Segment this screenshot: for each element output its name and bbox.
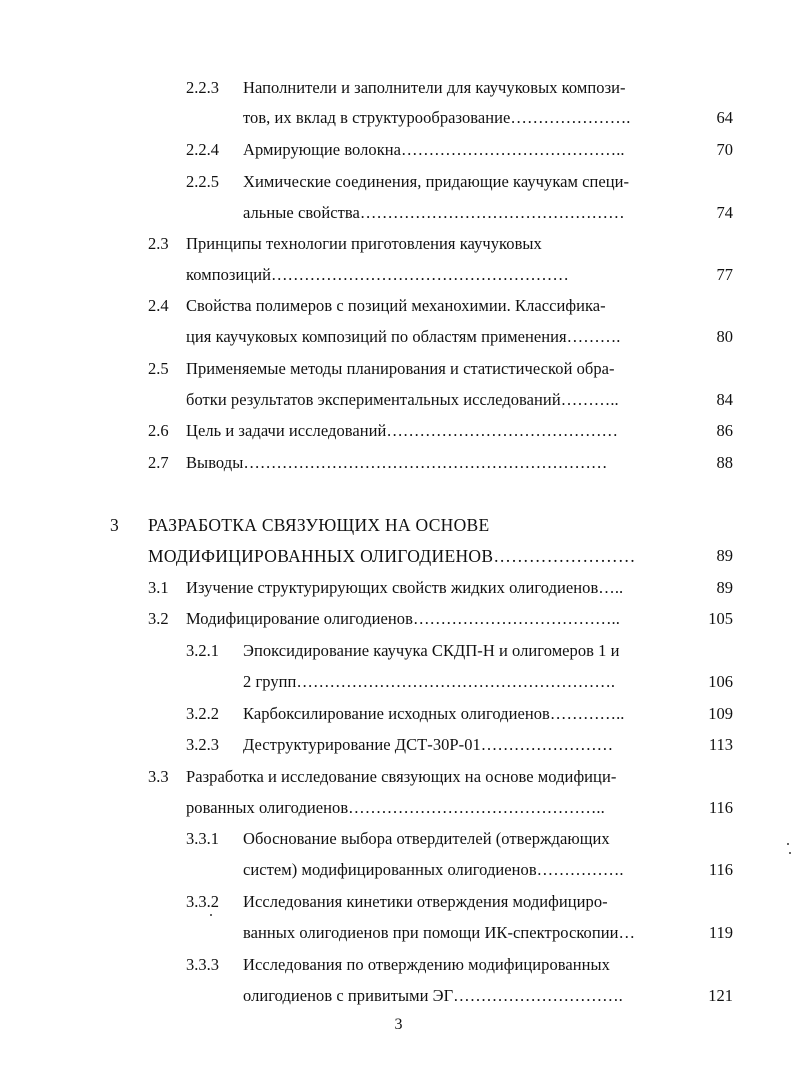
toc-title-line: Обоснование выбора отвердителей (отверждающих: [243, 829, 610, 848]
chapter-title-line: РАЗРАБОТКА СВЯЗУЮЩИХ НА ОСНОВЕ: [148, 515, 490, 535]
toc-title-line: Исследования по отверждению модифицированных: [243, 955, 610, 974]
toc-page-number: 77: [716, 265, 733, 284]
toc-number: 3.3.3: [186, 955, 219, 974]
toc-number: 2.2.4: [186, 140, 219, 159]
toc-number: 2.3: [148, 234, 169, 253]
toc-page-number: 116: [708, 860, 733, 879]
toc-title-line: тов, их вклад в структурообразование………………….: [243, 108, 631, 127]
toc-title-line: систем) модифицированных олигодиенов…………….: [243, 860, 624, 879]
chapter-title-line: МОДИФИЦИРОВАННЫХ ОЛИГОДИЕНОВ……………………: [148, 546, 636, 566]
toc-title-line: ботки результатов экспериментальных исследований………..: [186, 390, 619, 409]
toc-number: 3.1: [148, 578, 169, 597]
toc-title-line: Карбоксилирование исходных олигодиенов…………..: [243, 704, 625, 723]
toc-number: 2.4: [148, 296, 169, 315]
toc-title-line: олигодиенов с привитыми ЭГ………………………….: [243, 986, 623, 1005]
toc-title-line: ванных олигодиенов при помощи ИК-спектроскопии…: [243, 923, 636, 942]
toc-number: 3.2.3: [186, 735, 219, 754]
page-number-footer: 3: [394, 1016, 403, 1033]
toc-title-line: Деструктурирование ДСТ-30Р-01……………………: [243, 735, 614, 754]
toc-number: 3.3.1: [186, 829, 219, 848]
toc-page-number: 80: [716, 327, 733, 346]
toc-page-number: 119: [708, 923, 733, 942]
scan-speck: [210, 914, 212, 916]
toc-title-line: Цель и задачи исследований……………………………………: [186, 421, 619, 440]
toc-number: 2.7: [148, 453, 169, 472]
toc-title-line: ция каучуковых композиций по областям применения……….: [186, 327, 621, 346]
toc-page-number: 70: [716, 140, 733, 159]
toc-title-line: Принципы технологии приготовления каучуковых: [186, 234, 542, 253]
toc-page-number: 116: [708, 798, 733, 817]
toc-title-line: Изучение структурирующих свойств жидких олигодиенов…..: [186, 578, 624, 597]
toc-page-number: 106: [708, 672, 733, 691]
toc-number: 2.2.5: [186, 172, 219, 191]
toc-title-line: Разработка и исследование связующих на основе модифици-: [186, 767, 617, 786]
toc-number: 3.3.2: [186, 892, 219, 911]
toc-number: 3.3: [148, 767, 169, 786]
toc-page-number: 109: [708, 704, 733, 723]
chapter-number: 3: [110, 515, 120, 535]
toc-title-line: композиций………………………………………………: [186, 265, 569, 284]
toc-number: 2.5: [148, 359, 169, 378]
toc-title-line: Применяемые методы планирования и статистической обра-: [186, 359, 615, 378]
toc-title-line: Эпоксидирование каучука СКДП-Н и олигомеров 1 и: [243, 641, 620, 660]
toc-title-line: альные свойства…………………………………………: [243, 203, 625, 222]
toc-page-number: 89: [716, 578, 733, 597]
toc-title-line: Модифицирование олигодиенов………………………………..: [186, 609, 620, 628]
toc-title-line: Свойства полимеров с позиций механохимии. Классифика-: [186, 296, 606, 315]
toc-title-line: Выводы…………………………………………………………: [186, 453, 608, 472]
toc-page-number: 64: [716, 108, 733, 127]
toc-page-number: 84: [716, 390, 733, 409]
toc-page-number: 89: [716, 546, 733, 565]
toc-title-line: рованных олигодиенов………………………………………..: [186, 798, 605, 817]
toc-page-number: 86: [716, 421, 733, 440]
toc-page-number: 105: [708, 609, 733, 628]
toc-number: 2.6: [148, 421, 169, 440]
toc-page-number: 113: [708, 735, 733, 754]
toc-number: 3.2.1: [186, 641, 219, 660]
toc-title-line: Армирующие волокна…………………………………..: [243, 140, 625, 159]
toc-title-line: 2 групп………………………………………………….: [243, 672, 616, 691]
toc-number: 3.2.2: [186, 704, 219, 723]
toc-number: 2.2.3: [186, 78, 219, 97]
scan-speck: [789, 852, 791, 854]
scan-speck: [787, 843, 789, 845]
toc-title-line: Наполнители и заполнители для каучуковых компози-: [243, 78, 626, 97]
toc-title-line: Исследования кинетики отверждения модифициро-: [243, 892, 608, 911]
toc-title-line: Химические соединения, придающие каучукам специ-: [243, 172, 630, 191]
toc-number: 3.2: [148, 609, 169, 628]
toc-page-number: 121: [708, 986, 733, 1005]
toc-page-number: 74: [716, 203, 733, 222]
toc-page-number: 88: [716, 453, 733, 472]
